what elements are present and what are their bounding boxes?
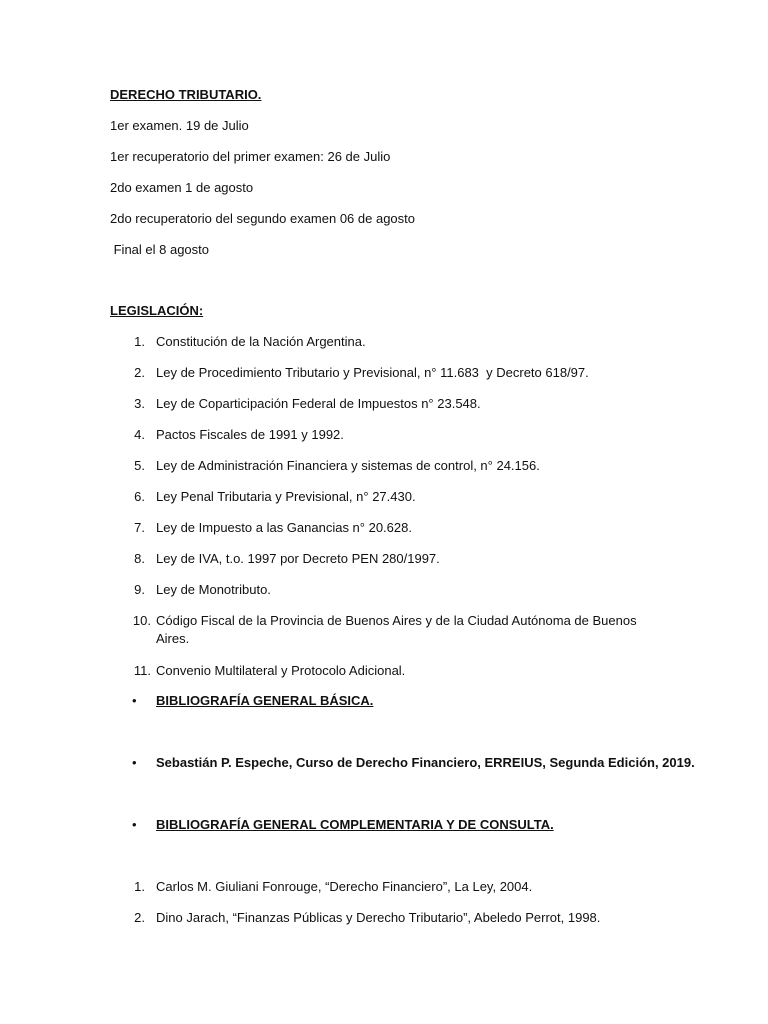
list-item-text: Ley de Impuesto a las Ganancias n° 20.628. (156, 520, 412, 535)
list-item-text: Ley de Procedimiento Tributario y Previsional, n° 11.683 y Decreto 618/97. (156, 365, 589, 380)
list-number: 9. (134, 582, 145, 597)
list-number: 4. (134, 427, 145, 442)
list-item-text: Carlos M. Giuliani Fonrouge, “Derecho Financiero”, La Ley, 2004. (156, 879, 533, 894)
list-item-text: Pactos Fiscales de 1991 y 1992. (156, 427, 344, 442)
document-title: DERECHO TRIBUTARIO. (110, 87, 262, 102)
legislacion-heading: LEGISLACIÓN: (110, 303, 204, 318)
list-number: 3. (134, 396, 145, 411)
list-number: 2. (134, 365, 145, 380)
list-item-text: Dino Jarach, “Finanzas Públicas y Derecho Tributario”, Abeledo Perrot, 1998. (156, 910, 601, 925)
exam-date-final: Final el 8 agosto (110, 242, 210, 257)
list-item-text: Ley de Monotributo. (156, 582, 271, 597)
bibliografia-basica-item: Sebastián P. Espeche, Curso de Derecho Financiero, ERREIUS, Segunda Edición, 2019. (156, 755, 695, 770)
list-number: 10. (132, 613, 151, 628)
list-number: 7. (134, 520, 145, 535)
bullet-marker: • (132, 817, 137, 832)
list-item-text: Código Fiscal de la Provincia de Buenos Aires y de la Ciudad Autónoma de Buenos (156, 613, 637, 628)
list-number: 1. (134, 879, 145, 894)
list-item-text: Ley de Coparticipación Federal de Impuestos n° 23.548. (156, 396, 481, 411)
list-item-text-continued: Aires. (156, 631, 190, 646)
list-number: 1. (134, 334, 145, 349)
list-item-text: Ley de IVA, t.o. 1997 por Decreto PEN 280/1997. (156, 551, 440, 566)
list-item-text: Ley Penal Tributaria y Previsional, n° 27.430. (156, 489, 416, 504)
bibliografia-complementaria-heading: BIBLIOGRAFÍA GENERAL COMPLEMENTARIA Y DE CONSULTA. (156, 817, 554, 832)
bullet-marker: • (132, 693, 137, 708)
list-number: 8. (134, 551, 145, 566)
exam-date-3: 2do examen 1 de agosto (110, 180, 254, 195)
exam-date-2: 1er recuperatorio del primer examen: 26 de Julio (110, 149, 391, 164)
bullet-marker: • (132, 755, 137, 770)
list-number: 2. (134, 910, 145, 925)
list-number: 6. (134, 489, 145, 504)
bibliografia-basica-heading: BIBLIOGRAFÍA GENERAL BÁSICA. (156, 693, 374, 708)
list-number: 5. (134, 458, 145, 473)
list-item-text: Convenio Multilateral y Protocolo Adicional. (156, 663, 406, 678)
exam-date-4: 2do recuperatorio del segundo examen 06 de agosto (110, 211, 415, 226)
list-item-text: Constitución de la Nación Argentina. (156, 334, 366, 349)
exam-date-1: 1er examen. 19 de Julio (110, 118, 249, 133)
list-item-text: Ley de Administración Financiera y sistemas de control, n° 24.156. (156, 458, 540, 473)
list-number: 11. (133, 663, 151, 678)
